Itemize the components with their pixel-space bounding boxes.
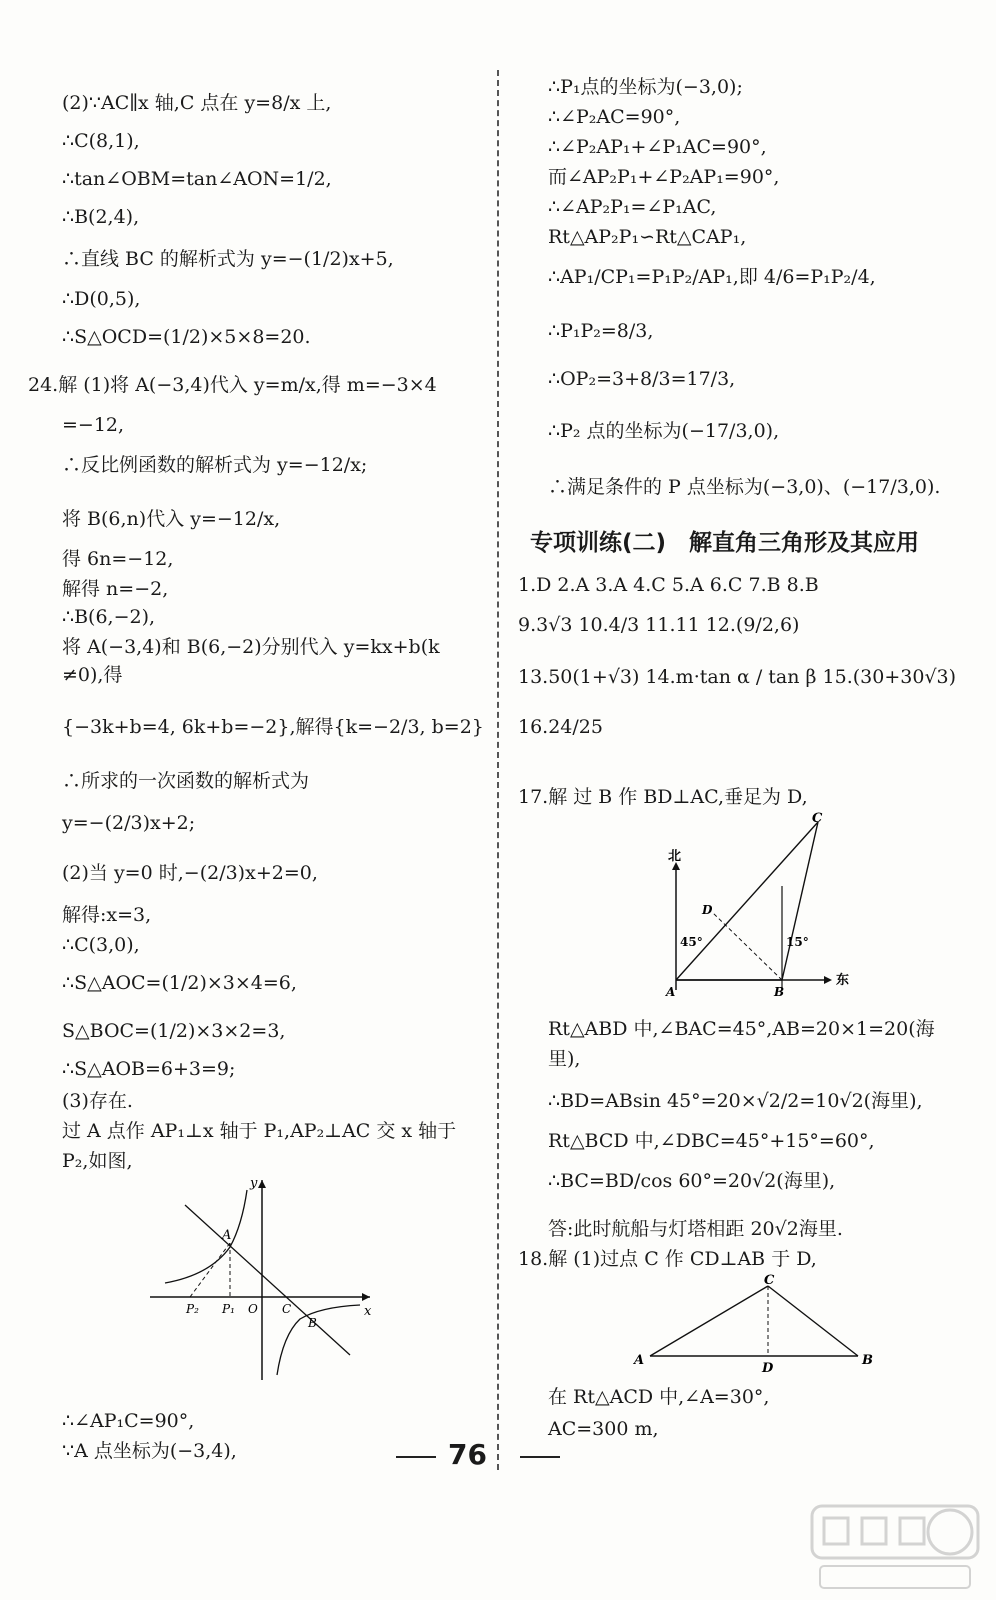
left-line: ∴反比例函数的解析式为 y=−12/x; xyxy=(62,454,368,476)
right-line: ∴AP₁/CP₁=P₁P₂/AP₁,即 4/6=P₁P₂/4, xyxy=(548,266,876,288)
fig-label: 45° xyxy=(680,935,703,949)
left-line: ∴B(6,−2), xyxy=(62,606,156,628)
page-dash-left xyxy=(396,1456,436,1458)
left-line: ∴∠AP₁C=90°, xyxy=(62,1410,195,1432)
left-line: ∴S△AOC=(1/2)×3×4=6, xyxy=(62,972,297,994)
fig-label: 东 xyxy=(836,973,850,988)
left-line: {−3k+b=4, 6k+b=−2},解得{k=−2/3, b=2} xyxy=(62,716,484,738)
q17-line: 里), xyxy=(548,1048,581,1070)
q18-line: 18.解 (1)过点 C 作 CD⊥AB 于 D, xyxy=(518,1248,817,1270)
left-line: 解得 n=−2, xyxy=(62,578,169,600)
left-line: (2)∵AC∥x 轴,C 点在 y=8/x 上, xyxy=(62,92,332,114)
left-line: 将 A(−3,4)和 B(6,−2)分别代入 y=kx+b(k xyxy=(62,636,440,658)
fig-label: x xyxy=(364,1304,372,1319)
left-line: 过 A 点作 AP₁⊥x 轴于 P₁,AP₂⊥AC 交 x 轴于 xyxy=(62,1120,457,1142)
fig-label: 北 xyxy=(668,849,682,864)
triangle-figure xyxy=(626,1272,886,1372)
fig-label: C xyxy=(282,1302,292,1316)
left-line: ∴D(0,5), xyxy=(62,288,141,310)
q17-line: Rt△ABD 中,∠BAC=45°,AB=20×1=20(海 xyxy=(548,1018,935,1040)
left-line: 解得:x=3, xyxy=(62,904,152,926)
left-line: =−12, xyxy=(62,414,125,436)
q17-line: ∴BD=ABsin 45°=20×√2/2=10√2(海里), xyxy=(548,1090,923,1112)
left-line: ∴B(2,4), xyxy=(62,206,140,228)
fig-label: 15° xyxy=(786,935,809,949)
q18-line: 在 Rt△ACD 中,∠A=30°, xyxy=(548,1386,770,1408)
fig-label: D xyxy=(702,903,713,917)
fig-label: B xyxy=(862,1353,873,1368)
left-line: ∴S△OCD=(1/2)×5×8=20. xyxy=(62,326,311,348)
left-line: y=−(2/3)x+2; xyxy=(62,812,196,834)
q17-line: Rt△BCD 中,∠DBC=45°+15°=60°, xyxy=(548,1130,875,1152)
left-line: ∵A 点坐标为(−3,4), xyxy=(62,1440,237,1462)
fig-label: A xyxy=(666,985,676,999)
fig-label: O xyxy=(248,1302,258,1316)
fig-label: P₂ xyxy=(186,1302,199,1316)
left-line: ∴C(8,1), xyxy=(62,130,140,152)
column-divider xyxy=(497,70,499,1470)
left-line: ∴S△AOB=6+3=9; xyxy=(62,1058,236,1080)
left-line: S△BOC=(1/2)×3×2=3, xyxy=(62,1020,286,1042)
fig-label: D xyxy=(762,1361,774,1372)
left-line: 得 6n=−12, xyxy=(62,548,174,570)
fig-label: C xyxy=(812,812,823,826)
left-line: ≠0),得 xyxy=(62,664,123,686)
answer-line: 1.D 2.A 3.A 4.C 5.A 6.C 7.B 8.B xyxy=(518,574,819,596)
answer-line: 13.50(1+√3) 14.m·tan α / tan β 15.(30+30√3) xyxy=(518,666,957,688)
right-line: ∴∠P₂AC=90°, xyxy=(548,106,681,128)
watermark-logo xyxy=(810,1500,980,1595)
hyperbola-figure xyxy=(150,1175,380,1385)
fig-label: B xyxy=(774,985,785,999)
section-title: 专项训练(二) 解直角三角形及其应用 xyxy=(530,530,920,556)
page-dash-right xyxy=(520,1456,560,1458)
left-line: 将 B(6,n)代入 y=−12/x, xyxy=(62,508,281,530)
fig-label: y xyxy=(250,1176,258,1191)
right-line: ∴∠AP₂P₁=∠P₁AC, xyxy=(548,196,717,218)
right-line: ∴满足条件的 P 点坐标为(−3,0)、(−17/3,0). xyxy=(548,476,941,498)
right-line: ∴P₂ 点的坐标为(−17/3,0), xyxy=(548,420,780,442)
left-line: ∴所求的一次函数的解析式为 xyxy=(62,770,310,792)
q17-line: 17.解 过 B 作 BD⊥AC,垂足为 D, xyxy=(518,786,808,808)
left-line: ∴C(3,0), xyxy=(62,934,140,956)
q17-line: ∴BC=BD/cos 60°=20√2(海里), xyxy=(548,1170,836,1192)
navigation-figure xyxy=(660,812,860,1002)
right-line: ∴∠P₂AP₁+∠P₁AC=90°, xyxy=(548,136,767,158)
q18-line: AC=300 m, xyxy=(548,1418,659,1440)
page-number: 76 xyxy=(448,1438,487,1471)
left-line: (2)当 y=0 时,−(2/3)x+2=0, xyxy=(62,862,318,884)
answer-line: 16.24/25 xyxy=(518,716,603,738)
left-line: P₂,如图, xyxy=(62,1150,133,1172)
right-line: ∴OP₂=3+8/3=17/3, xyxy=(548,368,736,390)
left-line: 24.解 (1)将 A(−3,4)代入 y=m/x,得 m=−3×4 xyxy=(28,374,437,396)
right-line: Rt△AP₂P₁∽Rt△CAP₁, xyxy=(548,226,747,248)
fig-label: A xyxy=(222,1228,232,1243)
left-line: ∴tan∠OBM=tan∠AON=1/2, xyxy=(62,168,332,190)
right-line: ∴P₁点的坐标为(−3,0); xyxy=(548,76,743,98)
q17-line: 答:此时航船与灯塔相距 20√2海里. xyxy=(548,1218,843,1240)
fig-label: C xyxy=(764,1273,775,1288)
fig-label: A xyxy=(634,1353,645,1368)
left-line: ∴直线 BC 的解析式为 y=−(1/2)x+5, xyxy=(62,248,394,270)
left-line: (3)存在. xyxy=(62,1090,133,1112)
right-line: ∴P₁P₂=8/3, xyxy=(548,320,654,342)
right-line: 而∠AP₂P₁+∠P₂AP₁=90°, xyxy=(548,166,780,188)
fig-label: P₁ xyxy=(222,1302,235,1316)
fig-label: B xyxy=(308,1316,317,1330)
answer-line: 9.3√3 10.4/3 11.11 12.(9/2,6) xyxy=(518,614,800,636)
